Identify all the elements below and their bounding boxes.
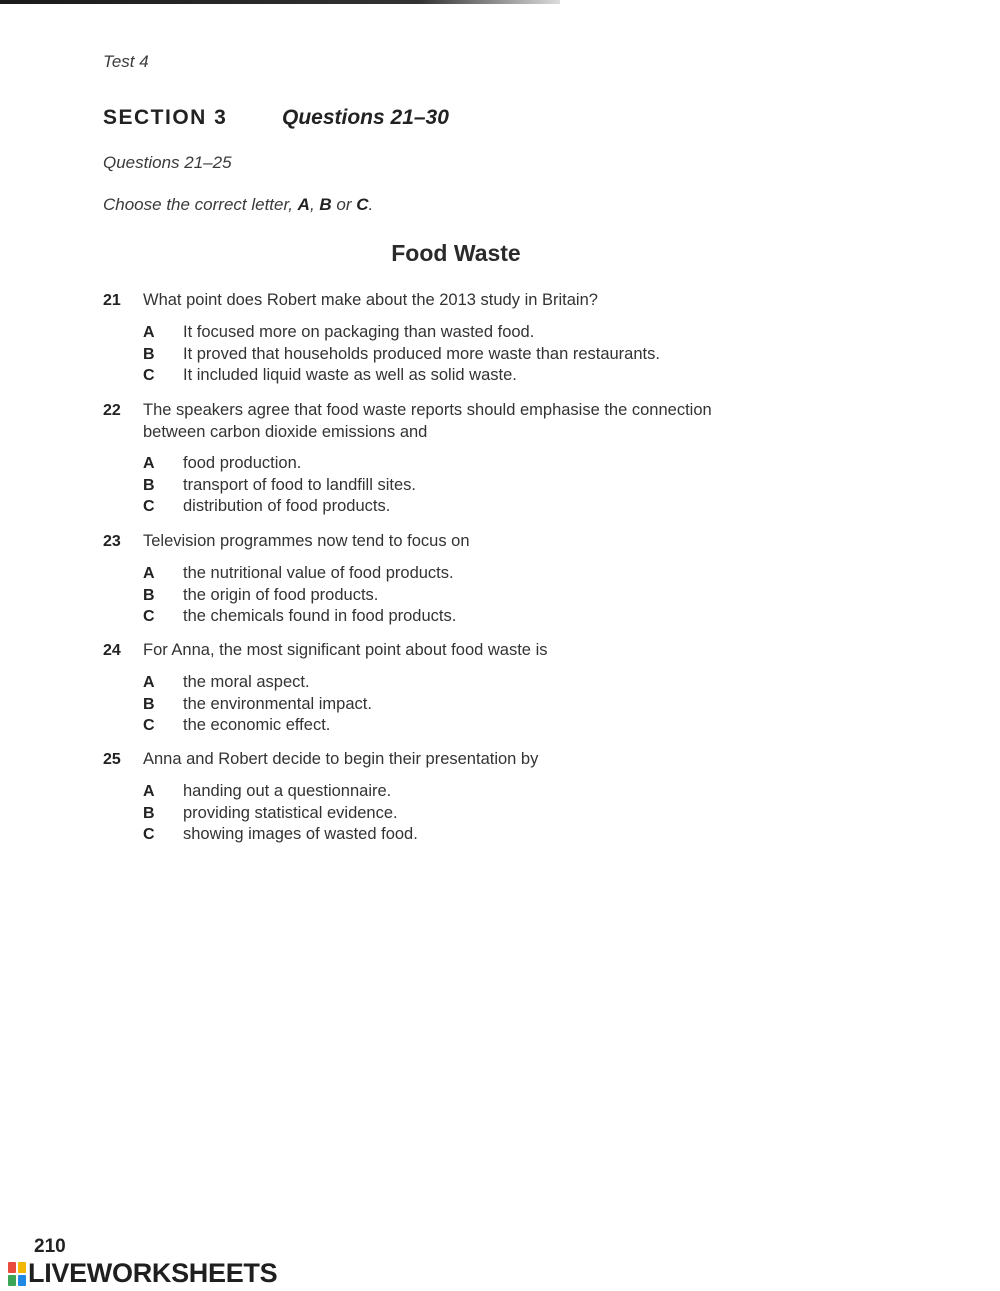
question-22: [103, 399, 803, 518]
question-25: [103, 748, 803, 846]
logo-cell: [18, 1262, 26, 1273]
option-b[interactable]: [143, 475, 803, 497]
question-text: For Anna, the most significant point about food waste is: [143, 641, 548, 659]
instruction-letter-b: B: [319, 195, 332, 214]
option-text: providing statistical evidence.: [183, 803, 398, 822]
option-c[interactable]: [143, 715, 803, 737]
option-a[interactable]: [143, 781, 803, 803]
instruction-prefix: Choose the correct letter,: [103, 195, 298, 214]
logo-cell: [8, 1275, 16, 1286]
option-text: the moral aspect.: [183, 673, 310, 691]
option-text: It focused more on packaging than wasted food.: [183, 323, 535, 341]
option-a[interactable]: [143, 563, 803, 585]
option-a[interactable]: [143, 322, 803, 344]
option-letter: C: [143, 826, 155, 843]
test-label: Test 4: [103, 52, 149, 71]
question-number: 21: [103, 292, 121, 309]
option-text: transport of food to landfill sites.: [183, 475, 416, 494]
option-b[interactable]: [143, 803, 803, 825]
instruction-letter-a: A: [297, 195, 310, 214]
liveworksheets-brand[interactable]: [8, 1258, 277, 1289]
option-b[interactable]: [143, 694, 803, 716]
option-text: distribution of food products.: [183, 497, 391, 515]
questions-subrange: Questions 21–25: [103, 153, 232, 172]
question-23: [103, 530, 803, 628]
option-letter: C: [143, 717, 155, 734]
option-text: food production.: [183, 454, 302, 472]
logo-cell: [18, 1275, 26, 1286]
option-text: It proved that households produced more waste than restaurants.: [183, 344, 660, 363]
worksheet-title: Food Waste: [391, 240, 521, 266]
option-a[interactable]: [143, 672, 803, 694]
option-letter: B: [143, 586, 155, 604]
option-letter: B: [143, 804, 155, 822]
option-text: the environmental impact.: [183, 694, 372, 713]
option-b[interactable]: [143, 344, 803, 366]
option-b[interactable]: [143, 585, 803, 607]
question-text: Anna and Robert decide to begin their presentation by: [143, 750, 539, 768]
question-number: 22: [103, 402, 121, 419]
option-text: showing images of wasted food.: [183, 825, 418, 843]
instruction: [103, 195, 373, 215]
option-letter: A: [143, 324, 155, 341]
question-number: 24: [103, 642, 121, 659]
instruction-letter-c: C: [356, 195, 369, 214]
question-number: 23: [103, 533, 121, 550]
page-number: 210: [34, 1236, 66, 1257]
option-letter: A: [143, 455, 155, 472]
instruction-separator: ,: [309, 195, 320, 214]
question-text: Television programmes now tend to focus on: [143, 532, 470, 550]
option-letter: B: [143, 695, 155, 713]
option-text: the economic effect.: [183, 716, 331, 734]
option-c[interactable]: [143, 365, 803, 387]
option-c[interactable]: [143, 496, 803, 518]
option-letter: C: [143, 498, 155, 515]
option-text: the chemicals found in food products.: [183, 607, 457, 625]
question-24: [103, 639, 803, 737]
instruction-suffix: .: [368, 195, 374, 214]
question-text: The speakers agree that food waste reports should emphasise the connection between carbon dioxide emissions and: [143, 401, 712, 441]
option-text: handing out a questionnaire.: [183, 782, 392, 800]
option-text: It included liquid waste as well as solid waste.: [183, 366, 517, 384]
brand-name: LIVEWORKSHEETS: [28, 1258, 278, 1288]
logo-cell: [8, 1262, 16, 1273]
question-21: [103, 289, 803, 387]
option-letter: C: [143, 608, 155, 625]
option-letter: B: [143, 476, 155, 494]
option-text: the origin of food products.: [183, 585, 379, 604]
section-heading: SECTION 3: [103, 106, 228, 129]
question-text: What point does Robert make about the 2013 study in Britain?: [143, 291, 598, 309]
section-questions-range: Questions 21–30: [282, 106, 449, 129]
option-c[interactable]: [143, 824, 803, 846]
option-letter: A: [143, 783, 155, 800]
option-text: the nutritional value of food products.: [183, 564, 454, 582]
option-a[interactable]: [143, 453, 803, 475]
option-letter: B: [143, 345, 155, 363]
option-letter: C: [143, 367, 155, 384]
question-number: 25: [103, 751, 121, 768]
liveworksheets-logo-icon: [8, 1262, 26, 1286]
option-c[interactable]: [143, 606, 803, 628]
option-letter: A: [143, 674, 155, 691]
top-rule: [0, 0, 560, 4]
option-letter: A: [143, 565, 155, 582]
instruction-separator: or: [331, 195, 357, 214]
